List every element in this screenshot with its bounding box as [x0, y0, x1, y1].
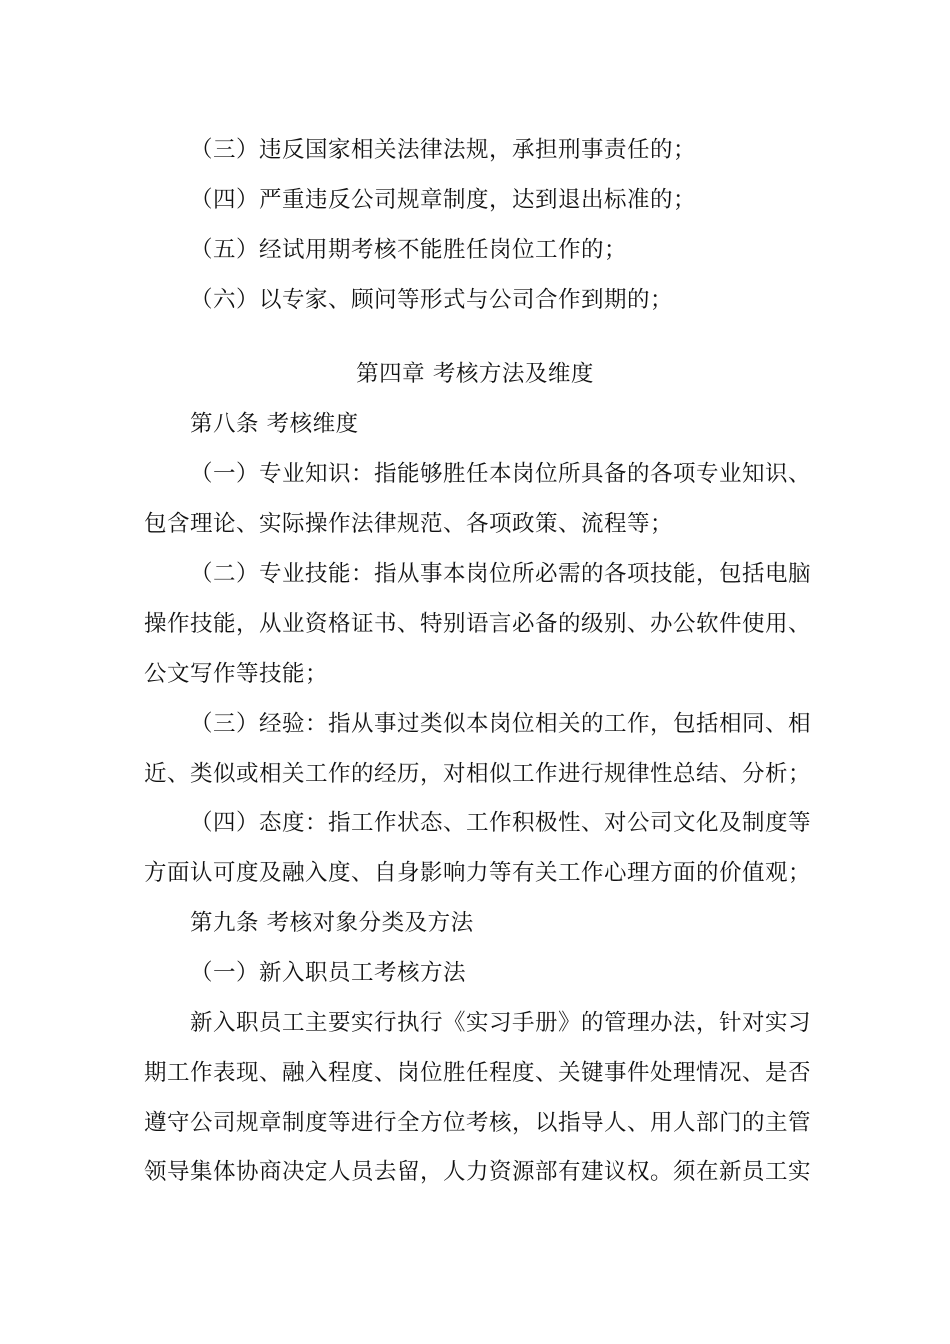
dimension-4-line-1: （四）态度：指工作状态、工作积极性、对公司文化及制度等 — [190, 810, 812, 836]
dimension-2-line-2: 操作技能，从业资格证书、特别语言必备的级别、办公软件使用、 — [144, 611, 812, 637]
list-item-6: （六）以专家、顾问等形式与公司合作到期的； — [190, 287, 674, 313]
dimension-1-line-2: 包含理论、实际操作法律规范、各项政策、流程等； — [144, 511, 674, 537]
paragraph-line-2: 期工作表现、融入程度、岗位胜任程度、关键事件处理情况、是否 — [144, 1060, 812, 1086]
dimension-3-line-2: 近、类似或相关工作的经历，对相似工作进行规律性总结、分析； — [144, 761, 812, 787]
dimension-2-line-3: 公文写作等技能； — [144, 661, 329, 687]
paragraph-line-4: 领导集体协商决定人员去留，人力资源部有建议权。须在新员工实 — [144, 1159, 812, 1185]
dimension-1-line-1: （一）专业知识：指能够胜任本岗位所具备的各项专业知识、 — [190, 461, 812, 487]
list-item-3: （三）违反国家相关法律法规，承担刑事责任的； — [190, 137, 697, 163]
chapter-heading-text: 第四章 考核方法及维度 — [356, 361, 594, 387]
article-9-title: 第九条 考核对象分类及方法 — [190, 910, 474, 936]
dimension-3-line-1: （三）经验：指从事过类似本岗位相关的工作，包括相同、相 — [190, 711, 812, 737]
dimension-4-line-2: 方面认可度及融入度、自身影响力等有关工作心理方面的价值观； — [144, 860, 812, 886]
article-8-title: 第八条 考核维度 — [190, 411, 359, 437]
list-item-5: （五）经试用期考核不能胜任岗位工作的； — [190, 237, 628, 263]
paragraph-line-3: 遵守公司规章制度等进行全方位考核，以指导人、用人部门的主管 — [144, 1110, 812, 1136]
chapter-heading — [0, 359, 950, 389]
paragraph-line-1: 新入职员工主要实行执行《实习手册》的管理办法，针对实习 — [190, 1010, 812, 1036]
subsection-1-title: （一）新入职员工考核方法 — [190, 960, 467, 986]
dimension-2-line-1: （二）专业技能：指从事本岗位所必需的各项技能，包括电脑 — [190, 561, 812, 587]
list-item-4: （四）严重违反公司规章制度，达到退出标准的； — [190, 187, 697, 213]
